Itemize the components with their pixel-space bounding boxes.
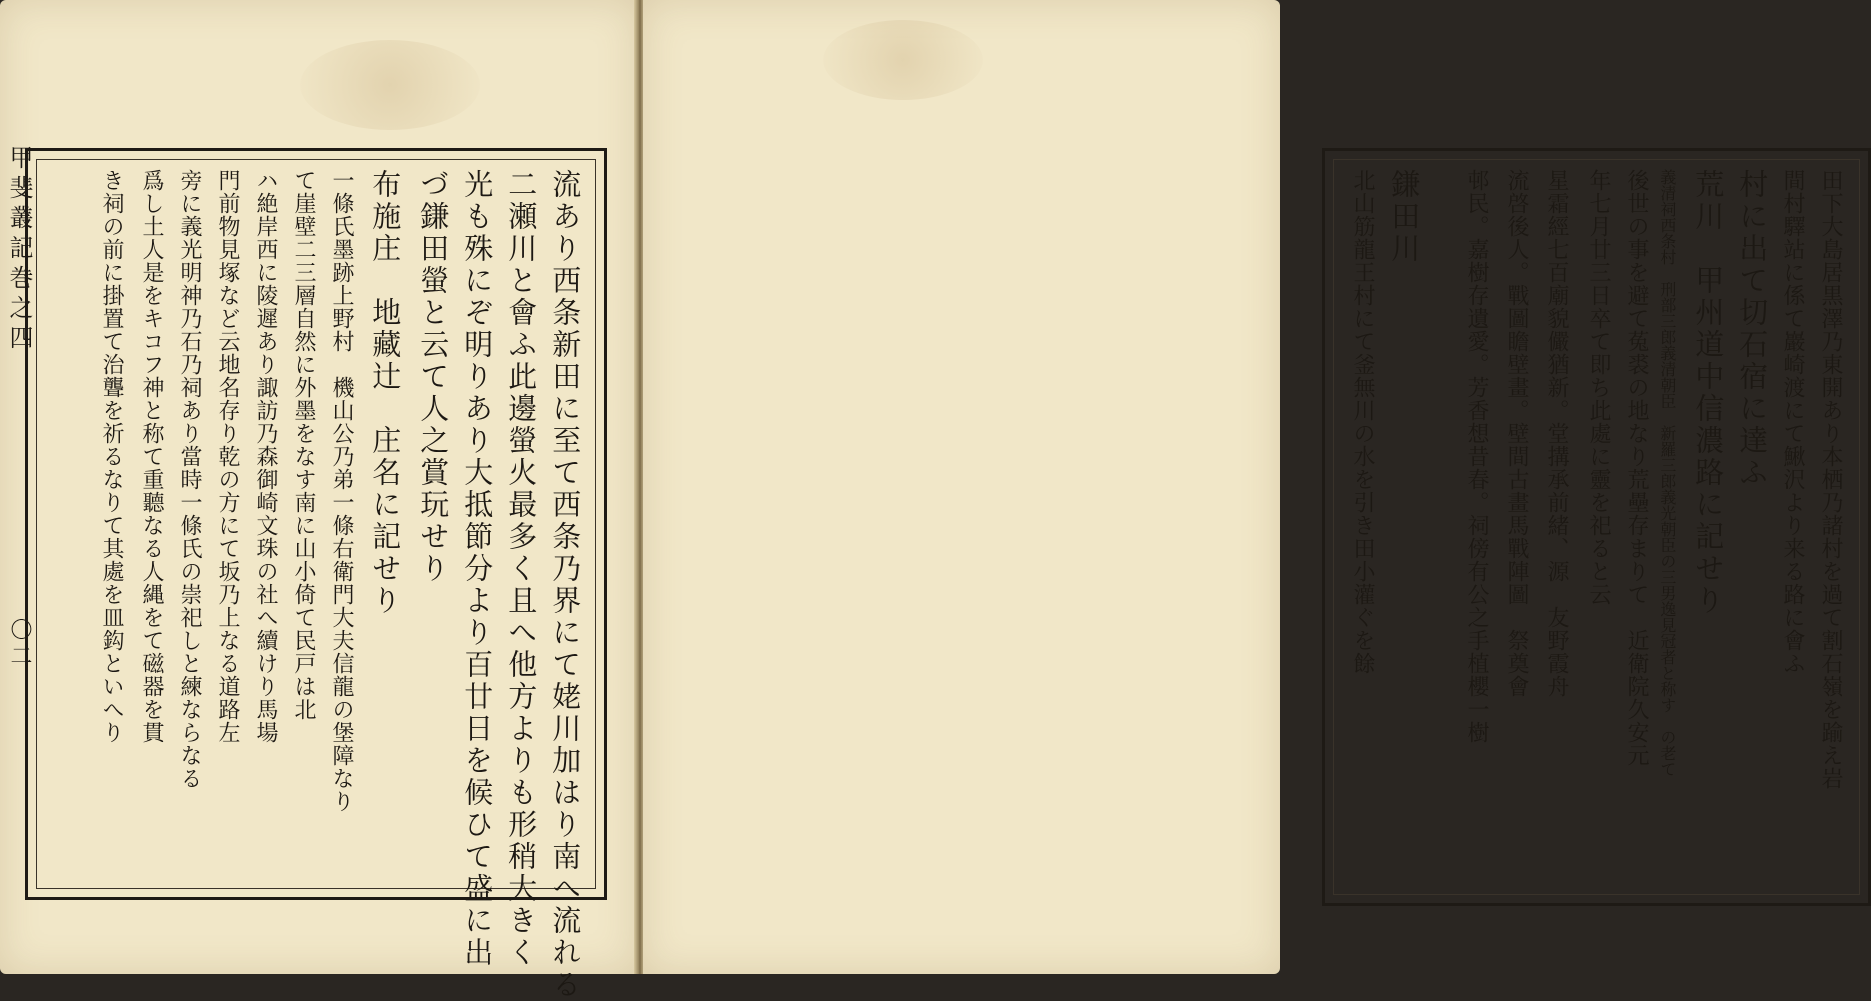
right-column-10: 邨民。嘉樹存遺愛。芳香想昔春。祠傍有公之手植櫻一樹 — [1463, 169, 1489, 744]
left-column-3: 光も殊にぞ明りあり大抵節分より百廿日を候ひて盛に出 — [460, 169, 495, 969]
left-page — [0, 0, 637, 1001]
left-column-2: 二瀬川と會ふ此邊螢火最多く且へ他方よりも形稍大きく — [504, 169, 539, 969]
left-column-12: き祠の前に掛置て治聾を祈るなりて其處を皿鈎といへり — [98, 169, 124, 744]
right-page — [643, 0, 1843, 974]
left-column-10: 旁に義光明神乃石乃祠あり當時一條氏の崇祀しと練ならなる — [176, 169, 202, 790]
page-number: 〇二 — [7, 618, 32, 670]
right-column-1: 田下大島居黒澤乃東開あり本栖乃諸村を過て割石嶺を踰え岩 — [1817, 169, 1843, 790]
right-column-2: 間村驛站に係て巖崎渡にて鰍沢より来る路に會ふ — [1779, 169, 1805, 675]
paper-stain — [300, 40, 480, 130]
left-column-4: づ鎌田螢と云て人之賞玩せり — [416, 169, 451, 585]
right-column-7: 年七月廿三日卒て即ち此處に靈を祀ると云 — [1585, 169, 1611, 606]
left-column-1: 流あり西条新田に至て西条乃界にて姥川加はり南へ流れる — [548, 169, 583, 1001]
right-column-12: 北山筋龍王村にて釜無川の水を引き田小灌ぐを餘 — [1349, 169, 1375, 675]
right-column-8: 星霜經七百廟貌儼猶新。堂搆承前緒、源 友野霞舟 — [1543, 169, 1569, 698]
paper-stain — [823, 20, 983, 100]
left-column-8: ハ絶岸西に陵遲あり諏訪乃森御崎文珠の社へ續けり馬場 — [252, 169, 278, 744]
right-column-6: 後世の事を避て菟裘の地なり荒壘存まりて 近衛院久安元 — [1623, 169, 1649, 767]
right-column-9: 流啓後人。戰圖瞻壁畫。壁間古畫馬戰陣圖 祭奠會 — [1503, 169, 1529, 698]
left-column-5: 布施庄 地藏辻 庄名に記せり — [368, 169, 403, 617]
right-column-11: 鎌田川 — [1387, 169, 1422, 265]
left-column-9: 門前物見塚など云地名存り乾の方にて坂乃上なる道路左 — [214, 169, 240, 744]
right-column-4: 荒川 甲州道中信濃路に記せり — [1691, 169, 1726, 617]
left-column-7: て崖壁二三層自然に外墨をなす南に山小倚て民戸は北 — [290, 169, 316, 721]
left-text-frame — [25, 148, 607, 1001]
book-title: 甲斐叢記巻之四 — [5, 145, 33, 355]
left-column-6: 一條氏墨跡上野村 機山公乃弟一條右衛門大夫信龍の堡障なり — [328, 169, 354, 813]
right-column-3: 村に出て切石宿に達ふ — [1735, 169, 1770, 489]
left-column-11: 爲し土人是をキコフ神と称て重聽なる人縄をて磁器を貫 — [138, 169, 164, 744]
right-text-frame — [1322, 148, 1871, 906]
right-column-5: 義清祠西条村 刑部三郎義清朝臣 新羅三郎義光朝臣の三男逸見冠者と称す の老て — [1657, 169, 1677, 777]
